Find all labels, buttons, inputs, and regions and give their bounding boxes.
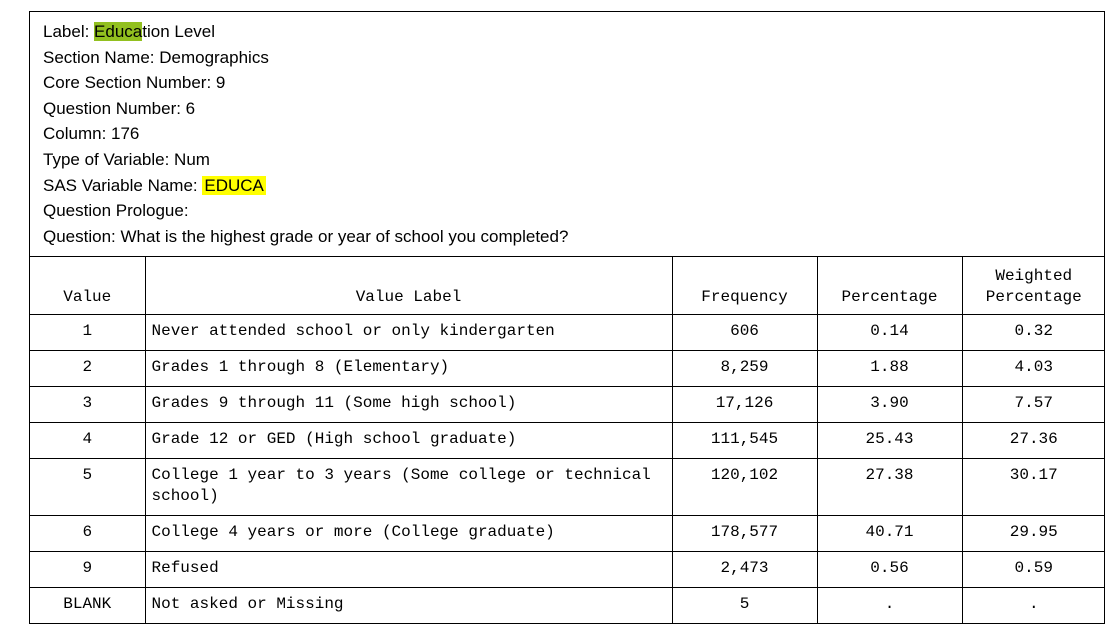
frequency-table <box>30 257 1105 623</box>
sas-variable-line <box>43 173 1104 199</box>
cell-weighted: 4.03 <box>962 350 1105 386</box>
cell-value: 3 <box>30 386 145 422</box>
cell-frequency: 5 <box>672 587 817 623</box>
sas-variable-name: EDUCA <box>204 175 264 195</box>
cell-label: College 4 years or more (College graduate) <box>145 515 672 551</box>
label-line <box>43 19 1104 45</box>
table-row <box>30 587 1105 623</box>
cell-weighted: 0.59 <box>962 551 1105 587</box>
cell-label: Refused <box>145 551 672 587</box>
cell-label: College 1 year to 3 years (Some college or technical school) <box>145 458 672 515</box>
col-header-weighted-percentage <box>962 257 1105 314</box>
cell-label: Grade 12 or GED (High school graduate) <box>145 422 672 458</box>
cell-percentage: 3.90 <box>817 386 962 422</box>
label-rest: tion Level <box>142 22 216 41</box>
cell-percentage: 40.71 <box>817 515 962 551</box>
cell-frequency: 178,577 <box>672 515 817 551</box>
cell-percentage: 0.14 <box>817 314 962 350</box>
question-text: Question: What is the highest grade or year of school you completed? <box>43 226 569 246</box>
cell-percentage: . <box>817 587 962 623</box>
cell-percentage: 25.43 <box>817 422 962 458</box>
col-header-percentage: Percentage <box>817 257 962 314</box>
cell-weighted: 30.17 <box>962 458 1105 515</box>
label-highlight: Educa <box>94 22 143 41</box>
column-number: Column: 176 <box>43 124 140 144</box>
table-header-row <box>30 257 1105 314</box>
cell-frequency: 2,473 <box>672 551 817 587</box>
sas-prefix: SAS Variable Name: <box>43 175 203 195</box>
cell-label: Not asked or Missing <box>145 587 672 623</box>
cell-weighted: 29.95 <box>962 515 1105 551</box>
col-header-value-label: Value Label <box>145 257 672 314</box>
table-row <box>30 386 1105 422</box>
weighted-line-1: Weighted <box>995 266 1073 285</box>
core-section-number: Core Section Number: 9 <box>43 73 226 93</box>
cell-value: 1 <box>30 314 145 350</box>
weighted-line-2: Percentage <box>985 287 1082 306</box>
cell-label: Grades 1 through 8 (Elementary) <box>145 350 672 386</box>
variable-type: Type of Variable: Num <box>43 149 210 169</box>
section-name: Section Name: Demographics <box>43 47 269 67</box>
cell-frequency: 606 <box>672 314 817 350</box>
cell-value: BLANK <box>30 587 145 623</box>
cell-label: Grades 9 through 11 (Some high school) <box>145 386 672 422</box>
question-number: Question Number: 6 <box>43 98 196 118</box>
cell-value: 9 <box>30 551 145 587</box>
cell-percentage: 27.38 <box>817 458 962 515</box>
cell-frequency: 8,259 <box>672 350 817 386</box>
cell-frequency: 111,545 <box>672 422 817 458</box>
label-prefix: Label: <box>43 22 95 41</box>
col-header-frequency: Frequency <box>672 257 817 314</box>
table-row <box>30 350 1105 386</box>
cell-percentage: 1.88 <box>817 350 962 386</box>
variable-header <box>30 12 1104 257</box>
cell-value: 5 <box>30 458 145 515</box>
cell-weighted: 7.57 <box>962 386 1105 422</box>
table-row <box>30 515 1105 551</box>
col-header-value: Value <box>30 257 145 314</box>
cell-value: 6 <box>30 515 145 551</box>
cell-weighted: 0.32 <box>962 314 1105 350</box>
table-row <box>30 314 1105 350</box>
cell-frequency: 17,126 <box>672 386 817 422</box>
cell-value: 4 <box>30 422 145 458</box>
table-row <box>30 422 1105 458</box>
table-row <box>30 458 1105 515</box>
cell-percentage: 0.56 <box>817 551 962 587</box>
cell-weighted: 27.36 <box>962 422 1105 458</box>
codebook-entry <box>29 11 1105 624</box>
cell-label: Never attended school or only kindergarten <box>145 314 672 350</box>
cell-frequency: 120,102 <box>672 458 817 515</box>
cell-value: 2 <box>30 350 145 386</box>
cell-weighted: . <box>962 587 1105 623</box>
table-row <box>30 551 1105 587</box>
question-prologue: Question Prologue: <box>43 201 189 221</box>
